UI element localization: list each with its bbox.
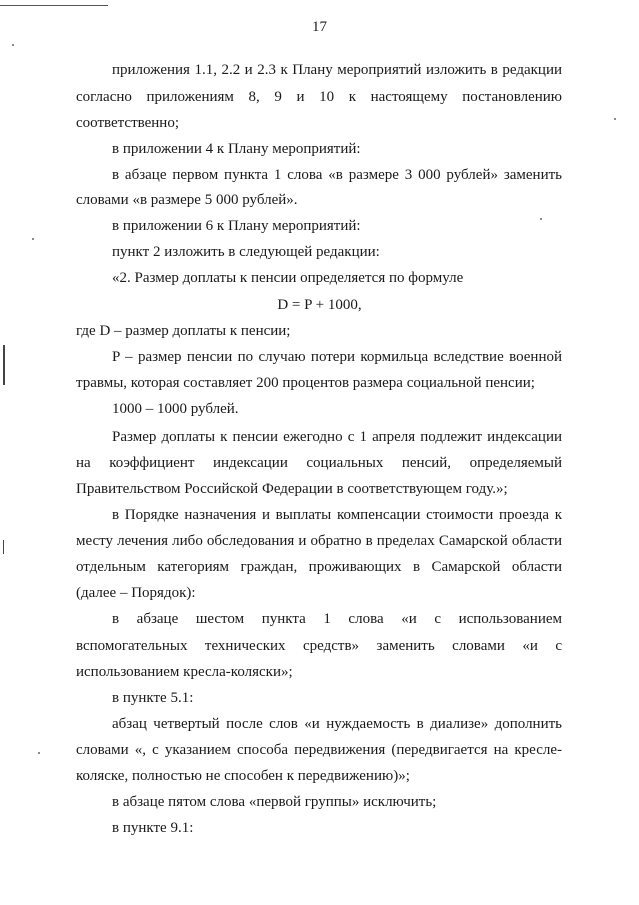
text-line: использованием кресла-коляски»;: [76, 664, 293, 680]
text-line: в пункте 9.1:: [112, 820, 194, 836]
scan-speck: [12, 44, 14, 46]
scan-artifact-line: [0, 5, 108, 6]
text-line: соответственно;: [76, 115, 179, 131]
scan-margin-mark: [3, 345, 5, 385]
scan-speck: [614, 118, 616, 120]
text-line: абзац четвертый после слов «и нуждаемость в диализе» дополнить: [112, 716, 562, 732]
text-line: P – размер пенсии по случаю потери кормильца вследствие военной: [112, 349, 562, 365]
text-line: отдельным категориям граждан, проживающих в Самарской области: [76, 559, 562, 575]
text-line: травмы, которая составляет 200 процентов размера социальной пенсии;: [76, 375, 535, 391]
text-line: согласно приложениям 8, 9 и 10 к настоящему постановлению: [76, 89, 562, 105]
text-line: в абзаце первом пункта 1 слова «в размере 3 000 рублей» заменить: [112, 167, 562, 183]
scan-speck: [38, 752, 40, 754]
formula: D = P + 1000,: [277, 297, 362, 313]
text-line: месту лечения либо обследования и обратно в пределах Самарской области: [76, 533, 562, 549]
text-line: на коэффициент индексации социальных пенсий, определяемый: [76, 455, 562, 471]
scan-margin-mark: [3, 540, 4, 554]
scan-speck: [540, 218, 542, 220]
text-line: в приложении 6 к Плану мероприятий:: [112, 218, 361, 234]
text-line: пункт 2 изложить в следующей редакции:: [112, 244, 380, 260]
text-line: словами «, с указанием способа передвижения (передвигается на кресле-: [76, 742, 562, 758]
text-line: в абзаце шестом пункта 1 слова «и с использованием: [112, 611, 562, 627]
text-line: в Порядке назначения и выплаты компенсации стоимости проезда к: [112, 507, 562, 523]
text-line: (далее – Порядок):: [76, 585, 196, 601]
text-line: коляске, полностью не способен к передвижению)»;: [76, 768, 410, 784]
text-line: в абзаце пятом слова «первой группы» исключить;: [112, 794, 437, 810]
text-line: «2. Размер доплаты к пенсии определяется по формуле: [112, 270, 464, 286]
text-line: в приложении 4 к Плану мероприятий:: [112, 141, 361, 157]
text-line: в пункте 5.1:: [112, 690, 194, 706]
text-line: 1000 – 1000 рублей.: [112, 401, 239, 417]
text-line: приложения 1.1, 2.2 и 2.3 к Плану мероприятий изложить в редакции: [112, 62, 562, 78]
text-line: Размер доплаты к пенсии ежегодно с 1 апреля подлежит индексации: [112, 429, 562, 445]
text-line: словами «в размере 5 000 рублей».: [76, 192, 298, 208]
text-line: где D – размер доплаты к пенсии;: [76, 323, 291, 339]
text-line: Правительством Российской Федерации в соответствующем году.»;: [76, 481, 508, 497]
scan-speck: [32, 238, 34, 240]
page-number: 17: [312, 19, 327, 35]
text-line: вспомогательных технических средств» заменить словами «и с: [76, 638, 562, 654]
